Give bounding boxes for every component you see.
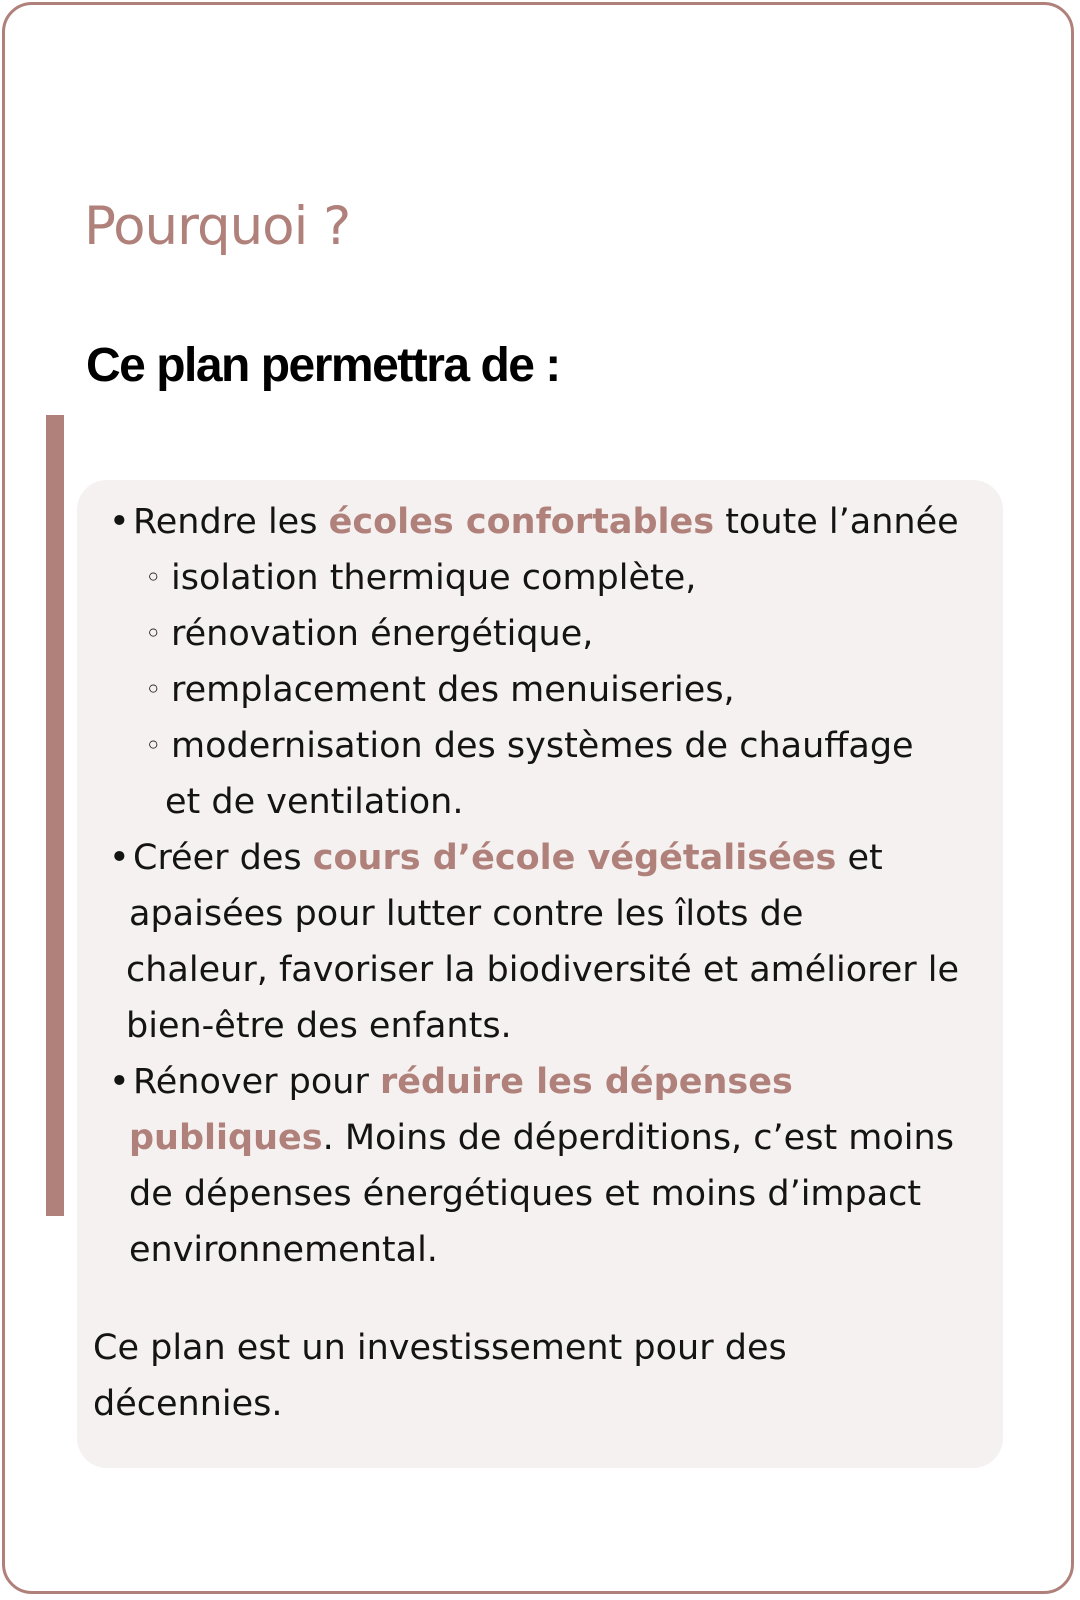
item-text: . Moins de déperditions, c’est moins <box>322 1118 954 1158</box>
sub-bullet-icon: ◦ <box>145 729 162 762</box>
item-text: et <box>836 838 883 878</box>
item-highlight: cours d’école végétalisées <box>312 838 837 878</box>
item-continuation: bien-être des enfants. <box>126 1006 512 1046</box>
sub-list-item <box>145 662 735 718</box>
item-continuation: apaisées pour lutter contre les îlots de <box>129 894 804 934</box>
item-highlight: publiques <box>129 1118 323 1158</box>
list-item <box>109 1054 793 1110</box>
sub-list-item <box>145 718 914 774</box>
item-continuation: de dépenses énergétiques et moins d’impact <box>129 1174 922 1214</box>
conclusion-line: décennies. <box>93 1384 283 1424</box>
item-continuation: chaleur, favoriser la biodiversité et améliorer le <box>126 950 960 990</box>
sub-bullet-icon: ◦ <box>145 617 162 650</box>
sub-item-text: modernisation des systèmes de chauffage <box>171 726 914 766</box>
section-subheading: Ce plan permettra de : <box>86 339 560 392</box>
item-highlight: réduire les dépenses <box>379 1062 793 1102</box>
sub-list-item <box>145 550 696 606</box>
section-heading: Pourquoi ? <box>84 196 351 257</box>
sub-bullet-icon: ◦ <box>145 561 162 594</box>
conclusion-line: Ce plan est un investissement pour des <box>93 1328 787 1368</box>
item-text: Rénover pour <box>133 1062 380 1102</box>
sub-list-item <box>145 606 593 662</box>
item-highlight: écoles confortables <box>328 502 715 542</box>
sub-item-text: remplacement des menuiseries, <box>171 670 735 710</box>
list-item <box>109 830 883 886</box>
item-text: toute l’année <box>714 502 959 542</box>
accent-bar <box>46 415 64 1216</box>
item-text: Créer des <box>133 838 313 878</box>
bullet-icon: • <box>109 1062 130 1102</box>
item-continuation: environnemental. <box>129 1230 438 1270</box>
bullet-icon: • <box>109 838 130 878</box>
sub-bullet-icon: ◦ <box>145 673 162 706</box>
sub-item-text: rénovation énergétique, <box>171 614 594 654</box>
sub-item-continuation: et de ventilation. <box>165 782 464 822</box>
content-box <box>77 480 1003 1468</box>
item-continuation <box>129 1110 954 1166</box>
item-text: Rendre les <box>133 502 329 542</box>
list-item <box>109 494 959 550</box>
sub-item-text: isolation thermique complète, <box>171 558 697 598</box>
bullet-icon: • <box>109 502 130 542</box>
